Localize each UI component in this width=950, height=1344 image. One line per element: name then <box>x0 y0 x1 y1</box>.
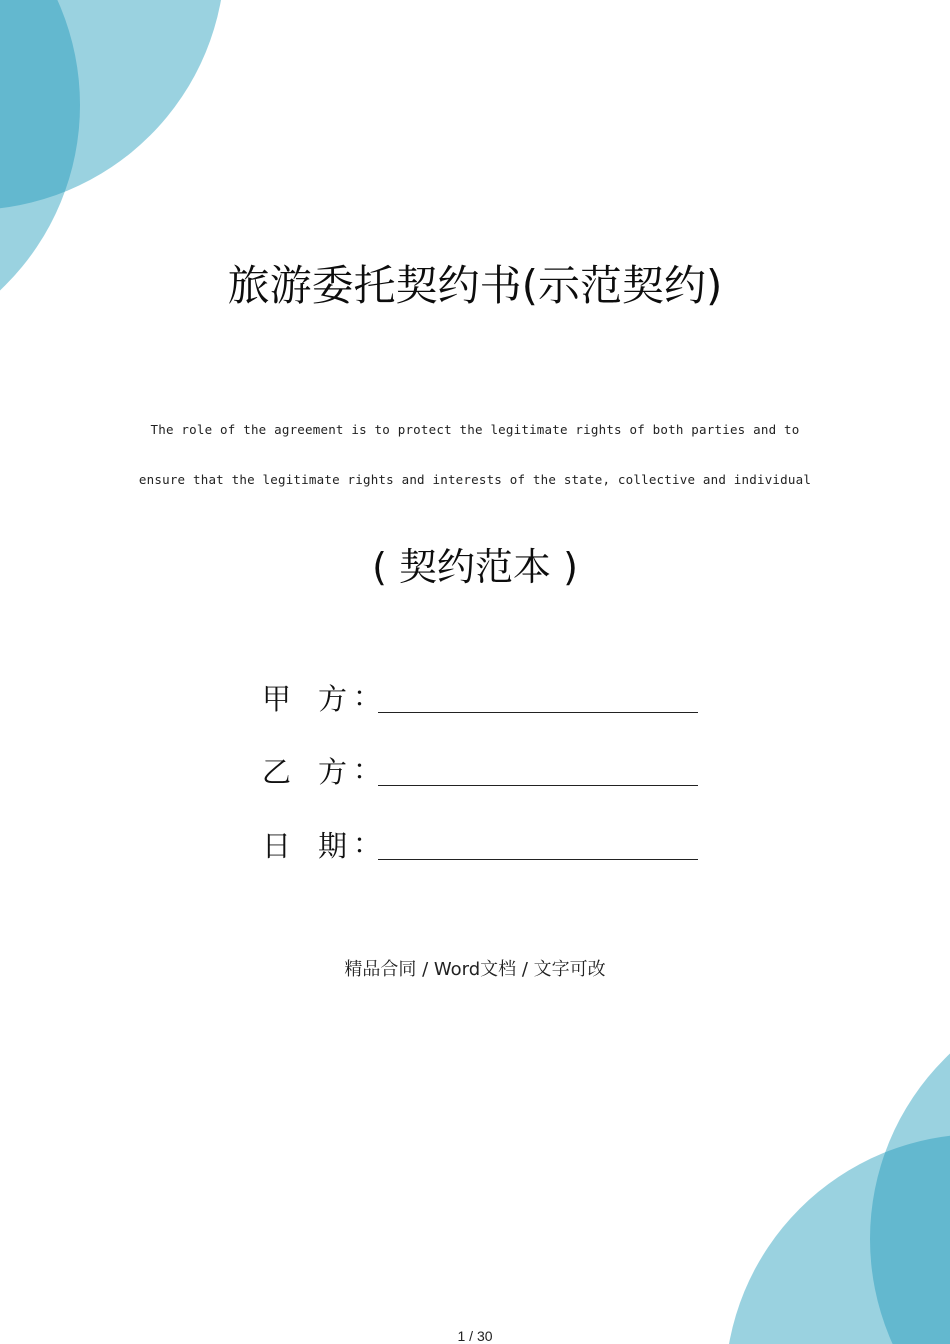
party-b-label-char-2: 方 <box>318 755 348 789</box>
english-description-line-1: The role of the agreement is to protect the legitimate rights of both parties and to <box>150 422 800 437</box>
document-tagline: 精品合同 / Word文档 / 文字可改 <box>344 959 606 980</box>
date-blank-line[interactable] <box>378 859 698 860</box>
party-a-field <box>262 679 702 719</box>
decoBR-circle-a <box>725 1134 950 1344</box>
decoBR-circle-b <box>870 984 950 1344</box>
party-b-blank-line[interactable] <box>378 785 698 786</box>
party-a-colon: ： <box>353 680 382 713</box>
party-a-label-char-1: 甲 <box>262 682 292 716</box>
page-number: 1 / 30 <box>457 1328 493 1344</box>
party-a-blank-line[interactable] <box>378 712 698 713</box>
party-b-label-char-1: 乙 <box>262 755 292 789</box>
party-a-label-char-2: 方 <box>318 682 348 716</box>
party-b-colon: ： <box>353 753 382 786</box>
english-description-line-2: ensure that the legitimate rights and interests of the state, collective and individual <box>138 472 812 487</box>
date-label-char-1: 日 <box>262 829 292 863</box>
party-b-field <box>262 752 702 792</box>
document-subtitle: ( 契约范本 ) <box>372 545 578 589</box>
date-label-char-2: 期 <box>318 829 348 863</box>
document-title: 旅游委托契约书(示范契约) <box>227 261 723 310</box>
date-colon: ： <box>353 827 382 860</box>
date-field <box>262 826 702 866</box>
decoBR-overlap <box>870 984 950 1344</box>
decoTL-circle-a <box>0 0 225 210</box>
bottom-right-circles-icon <box>725 984 950 1344</box>
